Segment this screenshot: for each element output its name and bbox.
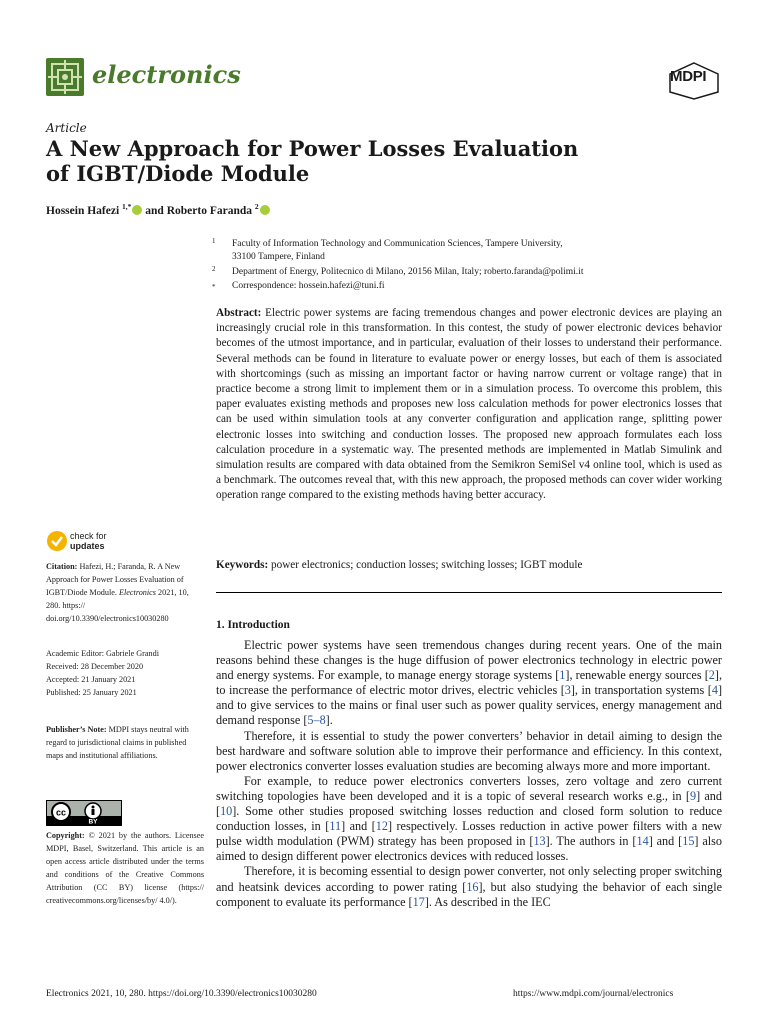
section-title: 1. Introduction	[216, 619, 290, 631]
author-list	[46, 202, 270, 217]
citation-link[interactable]: 10	[220, 804, 233, 819]
affiliation	[212, 265, 584, 279]
article-type: Article	[46, 121, 87, 135]
footer-citation[interactable]: Electronics 2021, 10, 280. https://doi.org/10.3390/electronics10030280	[46, 989, 317, 999]
affiliation-text: 33100 Tampere, Finland	[232, 252, 325, 262]
citation-text: Hafezi, H.; Faranda, R. A New Approach for Power Losses Evaluation of IGBT/Diode Module.	[46, 562, 184, 597]
received-date: Received: 28 December 2020	[46, 662, 144, 671]
citation-link[interactable]: 3	[564, 683, 571, 698]
affiliation-mark: 2	[212, 265, 216, 273]
citation-link[interactable]: 4	[711, 683, 718, 698]
check-for-updates-link[interactable]: check for updates	[70, 531, 107, 551]
author-join: and	[145, 204, 164, 217]
affiliation-text: Faculty of Information Technology and Communication Sciences, Tampere University,	[232, 239, 563, 249]
journal-name[interactable]: electronics	[92, 60, 241, 89]
accepted-date: Accepted: 21 January 2021	[46, 675, 136, 684]
body-text	[216, 638, 722, 910]
abstract	[216, 306, 722, 504]
citation-link[interactable]: 15	[682, 834, 695, 849]
paragraph: Therefore, it is essential to study the power converters’ behavior in detail aiming to design the best hardware and software solution able to improve their performance and efficiency. In this context, power electronics converter losses evaluation studies are becoming always more and more important.	[216, 728, 722, 773]
citation-link[interactable]: 17	[412, 894, 425, 909]
citation-block	[46, 560, 204, 625]
citation-link[interactable]: 1	[559, 668, 566, 683]
note-label: Publisher’s Note:	[46, 725, 107, 734]
keywords-label: Keywords:	[216, 559, 269, 571]
citation-link[interactable]: 2	[708, 668, 715, 683]
journal-logo	[46, 58, 84, 96]
affiliation-mark: 1	[212, 237, 216, 245]
citation-link[interactable]: 5–8	[307, 713, 326, 728]
paragraph: Therefore, it is becoming essential to design power converter, not only selecting proper switching and heatsink devices according to power rating [16], but also studying the behavior of each single component to evaluate its performance [17]. As described in the IEC	[216, 864, 722, 909]
citation-link[interactable]: 12	[375, 819, 388, 834]
published-date: Published: 25 January 2021	[46, 688, 137, 697]
citation-doi[interactable]: doi.org/10.3390/electronics10030280	[46, 614, 169, 623]
author-name[interactable]: Hossein Hafezi	[46, 204, 120, 217]
note-text: MDPI stays neutral with regard to jurisdictional claims in published maps and institutional affiliations.	[46, 725, 189, 760]
abstract-label: Abstract:	[216, 307, 262, 319]
svg-text:BY: BY	[88, 818, 98, 825]
keywords-text: power electronics; conduction losses; switching losses; IGBT module	[271, 559, 583, 571]
cc-by-license-badge[interactable]	[46, 800, 122, 826]
copyright-text: © 2021 by the authors. Licensee MDPI, Basel, Switzerland. This article is an open access article distributed under the terms and conditions of the Creative Commons Attribution (CC BY) license (https:// creativecommons.org/licenses/by/ 4.0/).	[46, 831, 205, 905]
citation-link[interactable]: 9	[689, 788, 697, 803]
svg-text:cc: cc	[55, 807, 67, 818]
citation-volume: 2021, 10, 280. https://	[46, 588, 189, 610]
publisher-logo[interactable]	[668, 62, 720, 100]
publisher-note	[46, 723, 204, 762]
check-for-updates-icon[interactable]	[46, 530, 68, 552]
circuit-icon	[46, 58, 84, 96]
author-name[interactable]: Roberto Faranda	[166, 204, 252, 217]
copyright-label: Copyright:	[46, 831, 85, 840]
copyright-block	[46, 829, 204, 907]
citation-link[interactable]: 14	[636, 834, 649, 849]
author-sup: 1,*	[122, 202, 132, 211]
dates-block	[46, 647, 204, 699]
affiliation	[212, 280, 385, 293]
publisher-name: MDPI	[670, 68, 707, 85]
affiliation-text: Department of Energy, Politecnico di Milano, 20156 Milan, Italy; roberto.faranda@polimi.it	[232, 267, 584, 277]
citation-label: Citation:	[46, 562, 78, 571]
affiliation	[212, 237, 563, 264]
abstract-text: Electric power systems are facing tremendous changes and power electronic devices are playing an increasingly crucial role in this transformation. In this contest, the study of power electronic devices behavior becomes of the utmost importance, and in particular, evaluation of their losses to understand their performance. Several methods can be found in literature to evaluate power or energy losses, but each of them is associated with shortcomings (such as missing an important factor or having narrow current or voltage range) that in practice become a strong limit to implement them or in a simulation process. To overcome this problem, this paper evaluates existing methods and proposes new loss calculation methods for power electronics losses that can be used within simulation tools at any converter configuration and application range, splitting power electronic losses into switching and conduction losses. The proposed new approach formulates each loss calculation procedure in a systematic way. The presented methods are implemented in Matlab Simulink and simulation results are compared with data obtained from the Semikron SemiSel v4 online tool, which is used as a benchmark. The outcomes reveal that, with this new approach, the proposed methods can cover wider working operation range compared to the existing methods having better accuracy.	[216, 307, 722, 502]
keywords	[216, 559, 722, 571]
article-title: A New Approach for Power Losses Evaluation of IGBT/Diode Module	[46, 136, 579, 186]
footer-journal-url[interactable]: https://www.mdpi.com/journal/electronics	[513, 989, 674, 999]
author-sup: 2	[254, 202, 259, 211]
citation-link[interactable]: 16	[466, 879, 479, 894]
citation-link[interactable]: 11	[329, 819, 342, 834]
citation-link[interactable]: 13	[533, 834, 546, 849]
divider	[216, 592, 722, 593]
paragraph: Electric power systems have seen tremendous changes during recent years. One of the main reasons behind these changes is the huge diffusion of power electronics technology in electric power and energy systems. For example, to manage energy storage systems [1], renewable energy sources [2], to increase the performance of electric motor drives, electric vehicles [3], in transportation systems [4] and to give services to the mains or final user such as power quality services, energy management and demand response [5–8].	[216, 638, 723, 728]
orcid-icon[interactable]	[132, 205, 142, 215]
affiliation-mark: *	[212, 283, 216, 291]
citation-journal: Electronics	[119, 588, 156, 597]
orcid-icon[interactable]	[260, 205, 270, 215]
affiliation-text: Correspondence: hossein.hafezi@tuni.fi	[232, 281, 385, 291]
paragraph: For example, to reduce power electronics converters losses, zero voltage and zero current switching topologies have been developed and it is a topic of several research works e.g., in [9] and [10]. Some other studies proposed switching losses reduction and closed form solution to reduce conduction losses, in [11] and [12] respectively. Losses reduction in active power filters with a new pulse width modulation (PWM) strategy has been proposed in [13]. The authors in [14] and [15] also aimed to design different power electronics devices with reduced losses.	[216, 773, 723, 864]
academic-editor: Academic Editor: Gabriele Grandi	[46, 649, 159, 658]
